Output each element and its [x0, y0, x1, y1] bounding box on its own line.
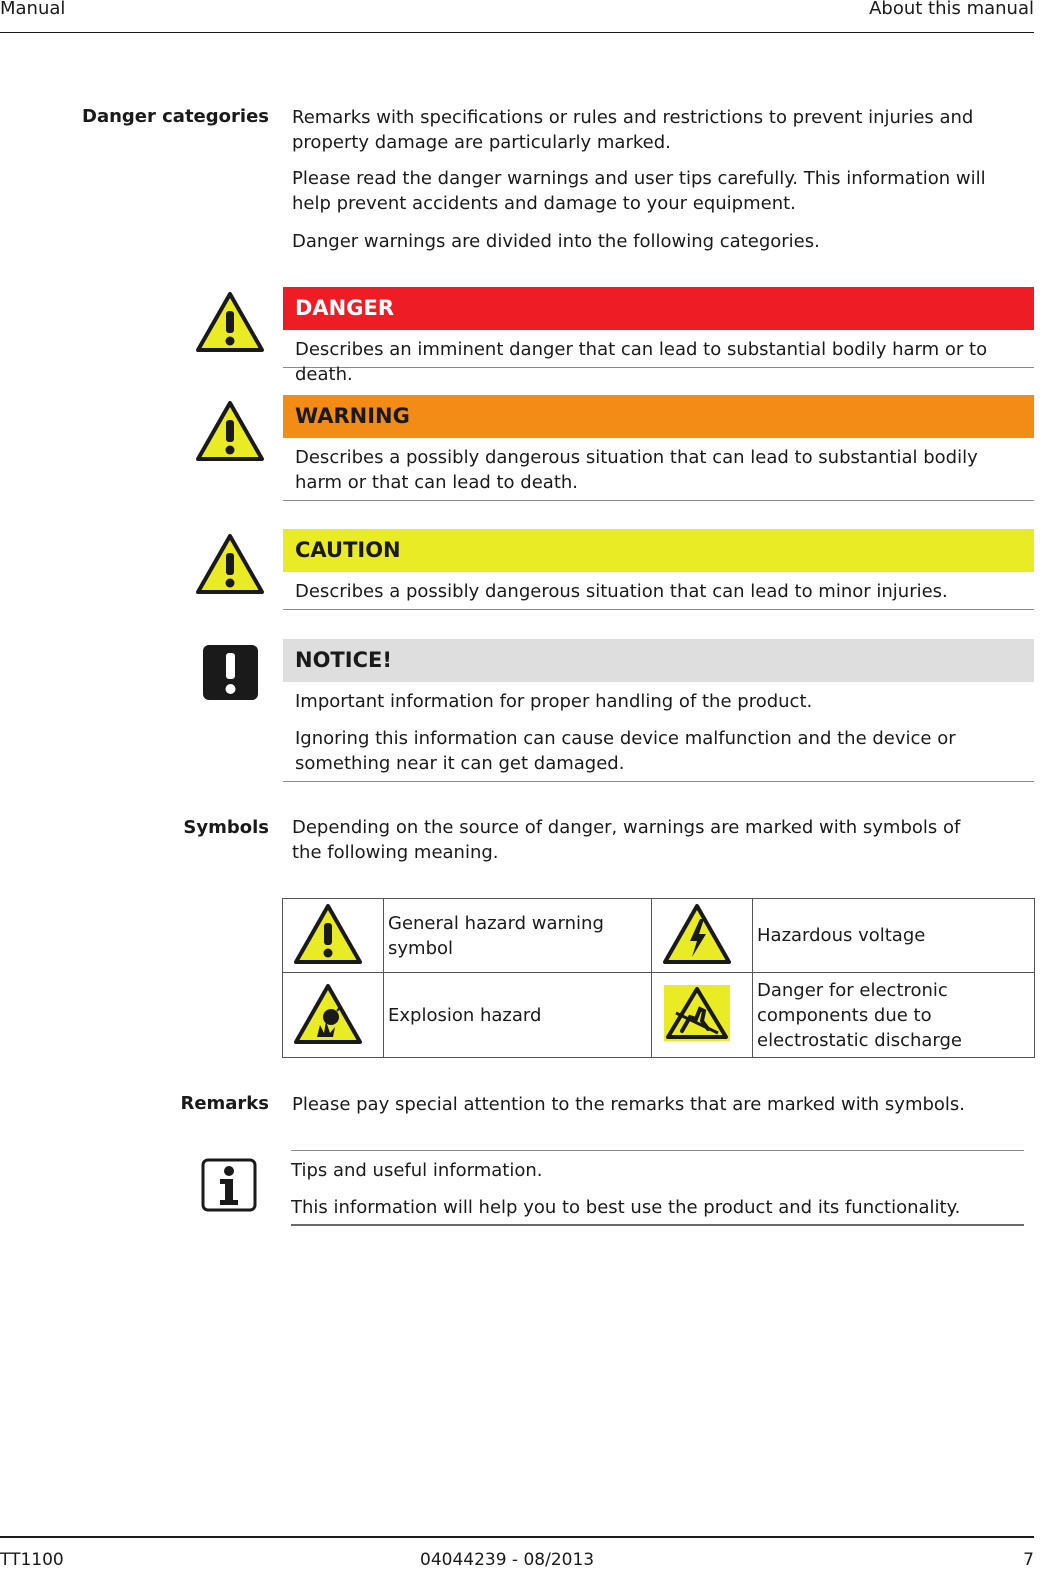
symbol-cell	[652, 899, 753, 973]
footer-page-number: 7	[1023, 1550, 1034, 1570]
general-hazard-icon	[195, 533, 265, 595]
caution-notice-box	[283, 529, 1034, 610]
symbol-cell	[283, 899, 384, 973]
danger-notice-box	[283, 287, 1034, 385]
header-manual: Manual	[0, 0, 66, 19]
warning-description: Describes a possibly dangerous situation that can lead to substantial bodily harm or that can lead to death.	[295, 447, 978, 493]
danger-description: Describes an imminent danger that can lead to substantial bodily harm or to death.	[295, 339, 988, 385]
table-row	[283, 899, 1035, 973]
remarks-intro: Please pay special attention to the remarks that are marked with symbols.	[292, 1094, 966, 1115]
intro-paragraph-3: Danger warnings are divided into the following categories.	[292, 231, 820, 252]
tip-line-1: Tips and useful information.	[291, 1160, 543, 1181]
page-footer	[0, 1536, 1034, 1570]
general-hazard-icon	[293, 903, 363, 965]
warning-title-bar: WARNING	[283, 395, 1034, 438]
general-hazard-icon	[195, 400, 265, 462]
caution-description: Describes a possibly dangerous situation that can lead to minor injuries.	[295, 581, 948, 602]
hazardous-voltage-icon	[662, 903, 732, 965]
danger-categories-heading: Danger categories	[82, 106, 269, 127]
esd-icon	[662, 983, 732, 1045]
symbol-label: Hazardous voltage	[753, 899, 1035, 973]
notice-line-2: Ignoring this information can cause device malfunction and the device or something near it can get damaged.	[295, 728, 956, 774]
notice-line-1: Important information for proper handling of the product.	[295, 691, 813, 712]
caution-title-bar: CAUTION	[283, 529, 1034, 572]
symbol-cell	[283, 973, 384, 1058]
symbol-label: General hazard warning symbol	[384, 899, 652, 973]
header-section-title: About this manual	[869, 0, 1034, 19]
tip-line-2: This information will help you to best use the product and its functionality.	[291, 1197, 961, 1218]
notice-title-bar: NOTICE!	[283, 639, 1034, 682]
remarks-heading: Remarks	[180, 1093, 269, 1114]
tip-box	[291, 1150, 1024, 1226]
symbols-heading: Symbols	[183, 817, 269, 838]
symbol-label: Explosion hazard	[384, 973, 652, 1058]
intro-paragraph-1: Remarks with specifications or rules and restrictions to prevent injuries and property damage are particularly marked.	[292, 107, 974, 153]
symbols-table	[282, 898, 1035, 1058]
info-icon	[201, 1158, 257, 1212]
explosion-hazard-icon	[293, 983, 363, 1045]
notice-box	[283, 639, 1034, 782]
symbol-label: Danger for electronic components due to electrostatic discharge	[753, 973, 1035, 1058]
page-header	[0, 0, 1034, 33]
footer-product: TT1100	[0, 1550, 64, 1570]
warning-notice-box	[283, 395, 1034, 501]
symbol-cell	[652, 973, 753, 1058]
danger-title-bar: DANGER	[283, 287, 1034, 330]
table-row	[283, 973, 1035, 1058]
symbols-intro: Depending on the source of danger, warnings are marked with symbols of the following meaning.	[292, 817, 961, 863]
footer-document-number: 04044239 - 08/2013	[420, 1550, 595, 1570]
notice-icon	[203, 645, 258, 700]
general-hazard-icon	[195, 291, 265, 353]
intro-paragraph-2: Please read the danger warnings and user tips carefully. This information will help prevent accidents and damage to your equipment.	[292, 168, 986, 214]
